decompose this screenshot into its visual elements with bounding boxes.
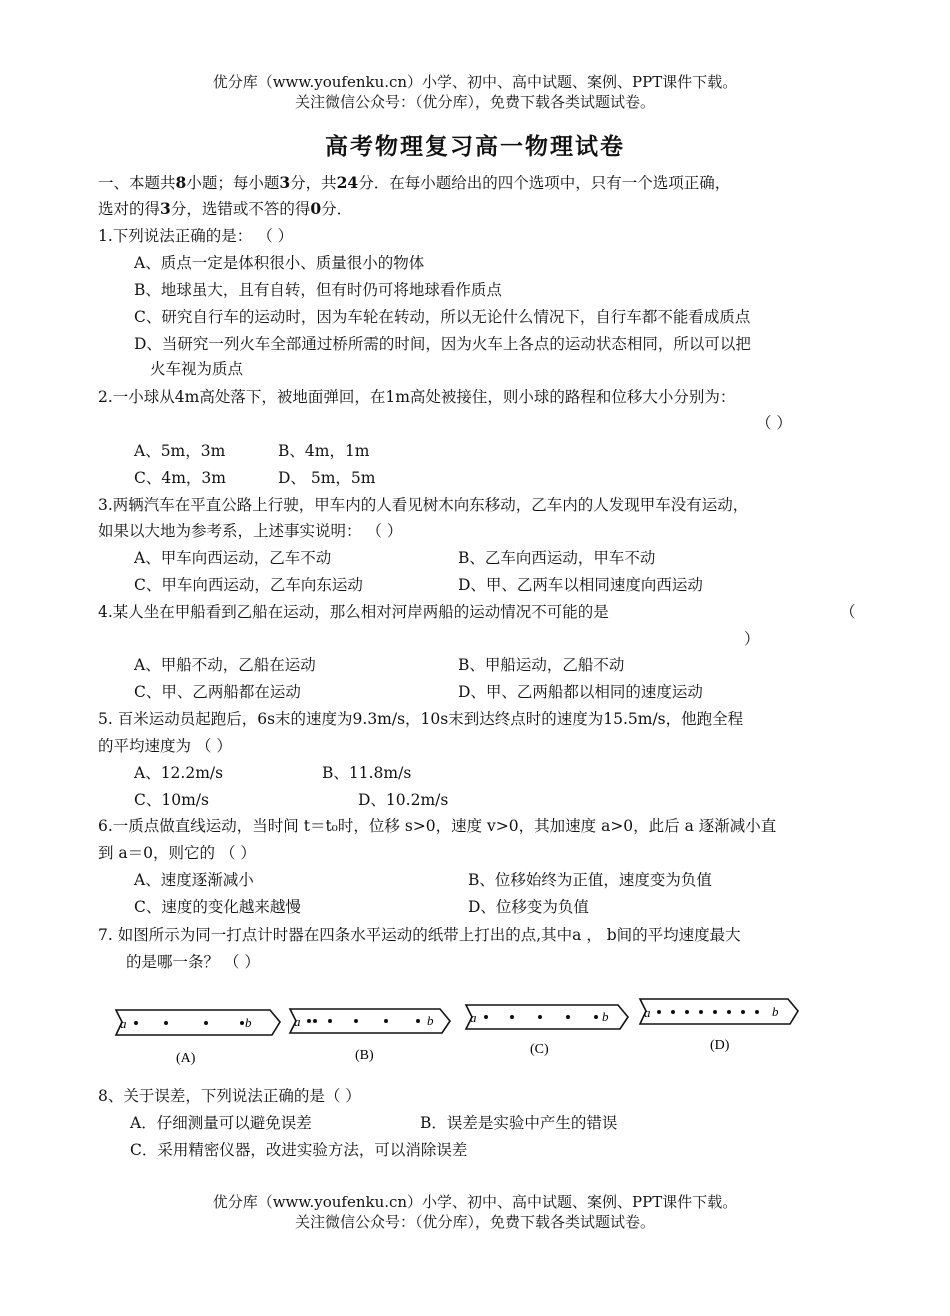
question-6-stem-1: 6.一质点做直线运动，当时间 t＝t₀时，位移 s>0，速度 v>0，其加速度 a>0，此后 a 逐渐减小直 — [98, 817, 777, 835]
tape-c-label: (C) — [530, 1042, 549, 1057]
question-3-option-c: C、甲车向西运动，乙车向东运动 — [134, 576, 363, 594]
header-line-2: 关注微信公众号：（优分库），免费下载各类试题试卷。 — [294, 93, 655, 111]
tape-c-point-a: a — [470, 1010, 477, 1025]
question-1-option-d-cont: 火车视为质点 — [150, 360, 244, 378]
tape-b-point-b: b — [427, 1013, 434, 1028]
question-3-option-d: D、甲、乙两车以相同速度向西运动 — [458, 576, 703, 594]
question-4-option-b: B、甲船运动，乙船不动 — [458, 656, 625, 674]
question-2-option-c: C、4m，3m — [134, 469, 226, 487]
question-1-stem: 1.下列说法正确的是： （ ） — [98, 227, 294, 245]
tape-c-dots — [484, 1015, 598, 1019]
tape-d-dots — [657, 1010, 759, 1014]
question-2-option-b: B、4m，1m — [278, 442, 370, 460]
tape-b-label: (B) — [355, 1048, 374, 1063]
question-8-option-b: B．误差是实验中产生的错误 — [420, 1114, 618, 1132]
question-4-paren-open: （ — [840, 603, 856, 621]
header-line-1: 优分库（www.youfenku.cn）小学、初中、高中试题、案例、PPT课件下载。 — [212, 73, 738, 91]
question-3-option-b: B、乙车向西运动，甲车不动 — [458, 549, 656, 567]
question-7-stem-1: 7. 如图所示为同一打点计时器在四条水平运动的纸带上打出的点,其中a ， b间的平均速度最大 — [98, 926, 741, 944]
question-4-option-c: C、甲、乙两船都在运动 — [134, 683, 301, 701]
question-2-option-a: A、5m，3m — [134, 442, 226, 460]
paper-tapes-figure — [110, 995, 810, 1070]
question-1-option-b: B、地球虽大，且有自转，但有时仍可将地球看作质点 — [134, 281, 502, 299]
tape-b-point-a: a — [294, 1014, 301, 1029]
question-6-option-b: B、位移始终为正值，速度变为负值 — [468, 871, 712, 889]
question-2-stem: 2.一小球从4m高处落下，被地面弹回，在1m高处被接住，则小球的路程和位移大小分别为： — [98, 388, 736, 406]
question-3-option-a: A、甲车向西运动，乙车不动 — [134, 549, 332, 567]
question-4-paren-close: ） — [744, 630, 760, 648]
question-3-stem-2: 如果以大地为参考系，上述事实说明： （ ） — [98, 522, 403, 540]
question-8-option-c: C．采用精密仪器，改进实验方法，可以消除误差 — [130, 1141, 468, 1159]
footer-line-1: 优分库（www.youfenku.cn）小学、初中、高中试题、案例、PPT课件下载。 — [212, 1193, 738, 1211]
question-3-stem-1: 3.两辆汽车在平直公路上行驶，甲车内的人看见树木向东移动，乙车内的人发现甲车没有运动， — [98, 496, 749, 514]
question-8-option-a: A．仔细测量可以避免误差 — [130, 1114, 312, 1132]
question-1-option-d: D、当研究一列火车全部通过桥所需的时间，因为火车上各点的运动状态相同，所以可以把 — [134, 335, 751, 353]
tape-a-point-a: a — [120, 1016, 127, 1031]
paper-tape-a — [116, 1010, 280, 1035]
tape-d-point-b: b — [772, 1004, 779, 1019]
tape-d-label: (D) — [710, 1038, 730, 1053]
question-5-stem-1: 5. 百米运动员起跑后，6s末的速度为9.3m/s，10s末到达终点时的速度为15.5m/s，他跑全程 — [98, 710, 744, 728]
tape-a-dots — [134, 1021, 244, 1025]
question-4-stem: 4.某人坐在甲船看到乙船在运动，那么相对河岸两船的运动情况不可能的是 — [98, 603, 609, 621]
tape-a-label: (A) — [176, 1051, 196, 1066]
question-8-stem: 8、关于误差，下列说法正确的是（ ） — [98, 1087, 361, 1105]
question-6-option-a: A、速度逐渐减小 — [134, 871, 254, 889]
question-5-option-c: C、10m/s — [134, 791, 209, 809]
question-5-option-b: B、11.8m/s — [322, 764, 412, 782]
question-6-option-c: C、速度的变化越来越慢 — [134, 898, 301, 916]
section-instructions-line-1: 一、本题共8小题；每小题3分，共24分．在每小题给出的四个选项中，只有一个选项正确， — [98, 173, 731, 192]
question-1-option-c: C、研究自行车的运动时，因为车轮在转动，所以无论什么情况下，自行车都不能看成质点 — [134, 308, 751, 326]
tape-d-point-a: a — [644, 1005, 651, 1020]
question-4-option-d: D、甲、乙两船都以相同的速度运动 — [458, 683, 703, 701]
question-5-option-d: D、10.2m/s — [358, 791, 449, 809]
question-6-stem-2: 到 a＝0，则它的 （ ） — [98, 844, 256, 862]
question-2-option-d: D、 5m，5m — [278, 469, 376, 487]
page-title: 高考物理复习高一物理试卷 — [325, 133, 625, 160]
question-5-stem-2: 的平均速度为 （ ） — [98, 737, 232, 755]
section-instructions-line-2: 选对的得3分，选错或不答的得0分． — [98, 199, 353, 218]
question-5-option-a: A、12.2m/s — [134, 764, 224, 782]
footer-line-2: 关注微信公众号：（优分库），免费下载各类试题试卷。 — [294, 1213, 655, 1231]
tape-b-dots — [307, 1019, 420, 1023]
tape-a-point-b: b — [245, 1015, 252, 1030]
question-4-option-a: A、甲船不动，乙船在运动 — [134, 656, 316, 674]
question-1-option-a: A、质点一定是体积很小、质量很小的物体 — [134, 254, 425, 272]
tape-c-point-b: b — [602, 1009, 609, 1024]
question-2-answer-paren: （ ） — [756, 414, 792, 432]
question-6-option-d: D、位移变为负值 — [468, 898, 589, 916]
question-7-stem-2: 的是哪一条？ （ ） — [126, 953, 260, 971]
